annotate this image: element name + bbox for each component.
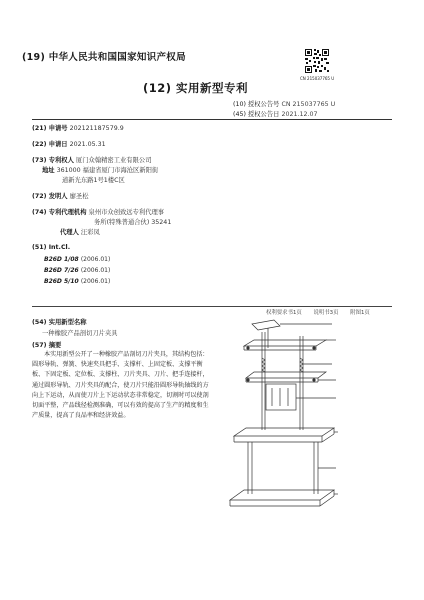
- field-value: 廖圣松: [69, 193, 89, 200]
- field-value: 汪彩凤: [80, 229, 100, 236]
- ipc-entry: [44, 267, 110, 274]
- publication-number: [233, 99, 335, 108]
- ipc-code: B26D 1/08: [44, 256, 79, 263]
- clamp-drawing: [222, 318, 342, 510]
- field-label: 代理人: [60, 229, 79, 236]
- ipc-code: B26D 5/10: [44, 278, 79, 285]
- inventor: [32, 193, 89, 201]
- header-divider: [32, 119, 392, 120]
- ipc-version: (2006.01): [80, 278, 111, 285]
- publication-number-label: (10) 授权公告号: [233, 101, 280, 108]
- issuing-office: (19) 中华人民共和国国家知识产权局: [22, 52, 186, 63]
- document-type: (12) 实用新型专利: [143, 81, 249, 95]
- field-value: 道新光东路1号1楼C区: [62, 177, 125, 184]
- publication-number-value: CN 215037765 U: [281, 101, 336, 108]
- field-label: (54) 实用新型名称: [32, 319, 87, 326]
- field-value: 厦门众翰精密工业有限公司: [75, 157, 152, 164]
- abstract-label: [32, 342, 61, 350]
- field-label: 地址: [42, 167, 55, 174]
- address: [42, 167, 158, 175]
- field-value: 361000 福建省厦门市海沧区新阳街: [56, 167, 159, 174]
- agent: [60, 229, 100, 237]
- field-label: (73) 专利权人: [32, 157, 74, 164]
- field-value: 202121187579.9: [69, 125, 124, 132]
- ipc-entry: [44, 256, 110, 263]
- application-number: [32, 125, 124, 133]
- field-value: 泉州市众创致远专利代理事: [88, 209, 165, 216]
- description-pages: 说明书3页: [313, 310, 339, 316]
- field-value: 一种橡胶产品剖切刀片夹具: [42, 330, 118, 337]
- abstract-text: 本实用新型公开了一种橡胶产品剖切刀片夹具，其结构包括：圆形导轨、弹簧、快速夹具把手、支撑杆、上固定板、支撑平衡板、下固定板、定位板、支撑柱、刀片夹具、刀片、把手连接杆，通过圆形导轨、刀片夹具的配合，使刀片只能沿圆形导轨轴线的方向上下运动，从而使刀片上下运动状态非常稳定，切割时可以使剖切面平整，产品线径检测准确，可以有效的提高了生产的精度和生产质量，提高了良品率和经济效益。: [32, 351, 209, 420]
- utility-model-title-label: [32, 319, 87, 327]
- patent-agency: [32, 209, 164, 217]
- field-label: (72) 发明人: [32, 193, 68, 200]
- field-value: 2021.05.31: [69, 141, 106, 148]
- drawing-pages: 附图1页: [350, 310, 370, 316]
- utility-model-title: [42, 330, 118, 338]
- field-label: (57) 摘要: [32, 342, 62, 349]
- patent-agency-line-2: [94, 219, 171, 227]
- ipc-heading: [32, 244, 70, 252]
- ipc-version: (2006.01): [80, 256, 111, 263]
- publication-date-value: 2021.12.07: [281, 111, 318, 118]
- qr-caption: CN 215037765 U: [300, 76, 335, 81]
- patentee: [32, 157, 151, 165]
- field-label: (74) 专利代理机构: [32, 209, 87, 216]
- claims-pages: 权利要求书1页: [266, 310, 302, 316]
- qr-code-icon: [304, 48, 330, 74]
- address-line-2: [62, 177, 125, 185]
- section-divider: [32, 306, 392, 307]
- ipc-version: (2006.01): [80, 267, 111, 274]
- field-label: (22) 申请日: [32, 141, 68, 148]
- publication-date: [233, 109, 318, 118]
- ipc-entry: [44, 278, 110, 285]
- field-label: (21) 申请号: [32, 125, 68, 132]
- field-label: (51) Int.Cl.: [32, 244, 71, 251]
- publication-date-label: (45) 授权公告日: [233, 111, 280, 118]
- page-counts: [266, 308, 380, 316]
- field-value: 务所(特殊普通合伙) 35241: [94, 219, 172, 226]
- ipc-code: B26D 7/26: [44, 267, 79, 274]
- application-date: [32, 141, 106, 149]
